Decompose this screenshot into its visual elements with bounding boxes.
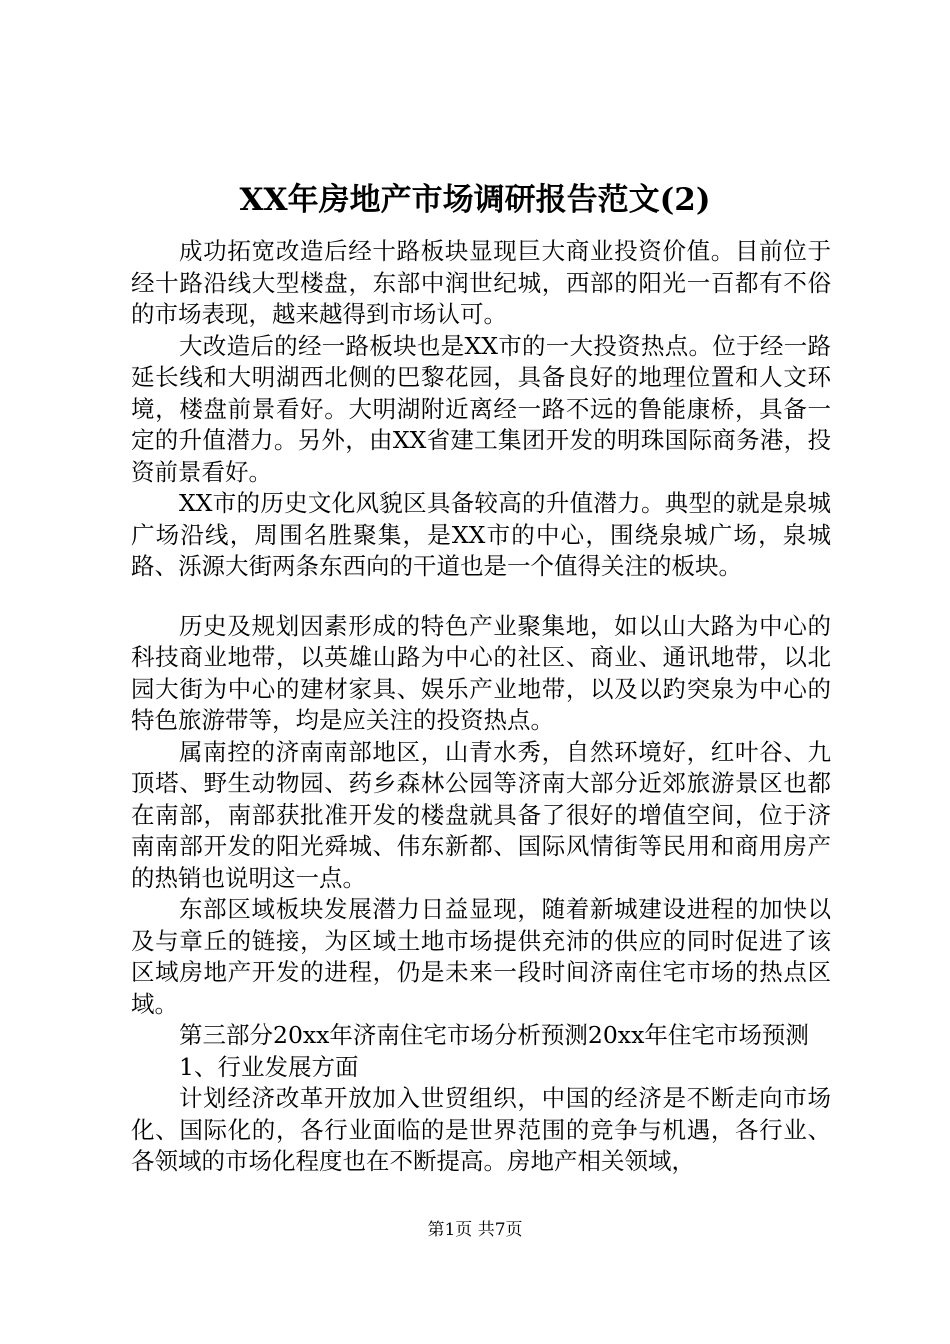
paragraph-3: XX市的历史文化风貌区具备较高的升值潜力。典型的就是泉城广场沿线，周围名胜聚集，是XX市的中心，围绕泉城广场，泉城路、泺源大街两条东西向的干道也是一个值得关注的板块。: [131, 489, 831, 580]
paragraph-2: 大改造后的经一路板块也是XX市的一大投资热点。位于经一路延长线和大明湖西北侧的巴黎花园，具备良好的地理位置和人文环境，楼盘前景看好。大明湖附近离经一路不远的鲁能康桥，具备一定的升值潜力。另外，由XX省建工集团开发的明珠国际商务港，投资前景看好。: [131, 331, 831, 486]
page-number-footer: 第1页 共7页: [427, 1220, 523, 1240]
subheading-industry: 1、行业发展方面: [179, 1052, 359, 1081]
document-title: XX年房地产市场调研报告范文(2): [239, 182, 711, 218]
paragraph-7: 计划经济改革开放加入世贸组织，中国的经济是不断走向市场化、国际化的，各行业面临的是世界范围的竞争与机遇，各行业、各领域的市场化程度也在不断提高。房地产相关领域，: [131, 1084, 831, 1175]
document-body: [131, 236, 831, 1178]
paragraph-4: 历史及规划因素形成的特色产业聚集地，如以山大路为中心的科技商业地带，以英雄山路为中心的社区、商业、通讯地带，以北园大街为中心的建材家具、娱乐产业地带，以及以趵突泉为中心的特色旅游带等，均是应关注的投资热点。: [131, 611, 831, 734]
paragraph-1: 成功拓宽改造后经十路板块显现巨大商业投资价值。目前位于经十路沿线大型楼盘，东部中润世纪城，西部的阳光一百都有不俗的市场表现，越来越得到市场认可。: [131, 237, 831, 328]
paragraph-5: 属南控的济南南部地区，山青水秀，自然环境好，红叶谷、九顶塔、野生动物园、药乡森林公园等济南大部分近郊旅游景区也都在南部，南部获批准开发的楼盘就具备了很好的增值空间，位于济南南部开发的阳光舜城、伟东新都、国际风情街等民用和商用房产的热销也说明这一点。: [131, 737, 831, 892]
section-heading-part-three: 第三部分20xx年济南住宅市场分析预测20xx年住宅市场预测: [179, 1021, 809, 1049]
paragraph-6: 东部区域板块发展潜力日益显现，随着新城建设进程的加快以及与章丘的链接，为区域土地市场提供充沛的供应的同时促进了该区域房地产开发的进程，仍是未来一段时间济南住宅市场的热点区域。: [131, 895, 831, 1018]
